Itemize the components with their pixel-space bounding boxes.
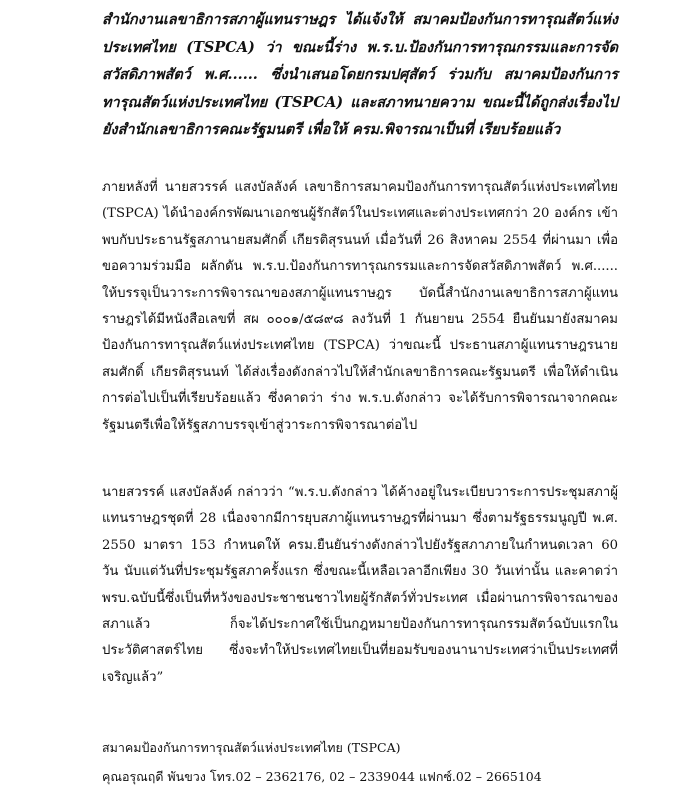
press-release-headline: สำนักงานเลขาธิการสภาผู้แทนราษฎร ได้แจ้งให้ สมาคมป้องกันการทารุณสัตว์แห่งประเทศไทย (TSPCA) ว่า ขณะนี้ร่าง พ.ร.บ.ป้องกันการทารุณกรรมและการจัดสวัสดิภาพสัตว์ พ.ศ...... ซึ่งนำเสนอโดยกรมปศุสัตว์ ร่วมกับ สมาคมป้องกันการทารุณสัตว์แห่งประเทศไทย (TSPCA) และสภาทนายความ ขณะนี้ได้ถูกส่งเรื่องไปยังสำนักเลขาธิการคณะรัฐมนตรี เพื่อให้ ครม.พิจารณาเป็นที่ เรียบร้อยแล้ว (102, 11, 618, 139)
body-paragraph-1: ภายหลังที่ นายสวรรค์ แสงบัลลังค์ เลขาธิการสมาคมป้องกันการทารุณสัตว์แห่งประเทศไทย (TSPCA) ได้นำองค์กรพัฒนาเอกชนผู้รักสัตว์ในประเทศและต่างประเทศกว่า 20 องค์กร เข้าพบกับประธานรัฐสภานายสมศักดิ์ เกียรติสุรนนท์ เมื่อวันที่ 26 สิงหาคม 2554 ที่ผ่านมา เพื่อขอความร่วมมือ ผลักดัน พ.ร.บ.ป้องกันการทารุณกรรมและการจัดสวัสดิภาพสัตว์ พ.ศ...... ให้บรรจุเป็นวาระการพิจารณาของสภาผู้แทนราษฎร บัดนี้สำนักงานเลขาธิการสภาผู้แทนราษฎรได้มีหนังสือเลขที่ สผ ๐๐๐๑/๕๘๙๘ ลงวันที่ 1 กันยายน 2554 ยืนยันมายังสมาคมป้องกันการทารุณสัตว์แห่งประเทศไทย (TSPCA) ว่าขณะนี้ ประธานสภาผู้แทนราษฎรนายสมศักดิ์ เกียรติสุรนนท์ ได้ส่งเรื่องดังกล่าวไปให้สำนักเลขาธิการคณะรัฐมนตรี เพื่อให้ดำเนินการต่อไปเป็นที่เรียบร้อยแล้ว ซึ่งคาดว่า ร่าง พ.ร.บ.ดังกล่าว จะได้รับการพิจารณาจากคณะรัฐมนตรีเพื่อให้รัฐสภาบรรจุเข้าสู่วาระการพิจารณาต่อไป (102, 180, 618, 433)
body-paragraph-2: นายสวรรค์ แสงบัลลังค์ กล่าวว่า “พ.ร.บ.ดังกล่าว ได้ค้างอยู่ในระเบียบวาระการประชุมสภาผู้แทนราษฎรชุดที่ 28 เนื่องจากมีการยุบสภาผู้แทนราษฎรที่ผ่านมา ซึ่งตามรัฐธรรมนูญปี พ.ศ. 2550 มาตรา 153 กำหนดให้ ครม.ยืนยันร่างดังกล่าวไปยังรัฐสภาภายในกำหนดเวลา 60 วัน นับแต่วันที่ประชุมรัฐสภาครั้งแรก ซึ่งขณะนี้เหลือเวลาอีกเพียง 30 วันเท่านั้น และคาดว่า พรบ.ฉบับนี้ซึ่งเป็นที่หวังของประชาชนชาวไทยผู้รักสัตว์ทั่วประเทศ เมื่อผ่านการพิจารณาของสภาแล้ว ก็จะได้ประกาศใช้เป็นกฎหมายป้องกันการทารุณกรรมสัตว์ฉบับแรกในประวัติศาสตร์ไทย ซึ่งจะทำให้ประเทศไทยเป็นที่ยอมรับของนานาประเทศว่าเป็นประเทศที่เจริญแล้ว” (102, 485, 618, 685)
footer-contact-info: คุณอรุณฤดี พันขวง โทร.02 – 2362176, 02 – 2339044 แฟกซ์.02 – 2665104 (102, 769, 542, 784)
footer-organization: สมาคมป้องกันการทารุณสัตว์แห่งประเทศไทย (TSPCA) (102, 740, 401, 755)
